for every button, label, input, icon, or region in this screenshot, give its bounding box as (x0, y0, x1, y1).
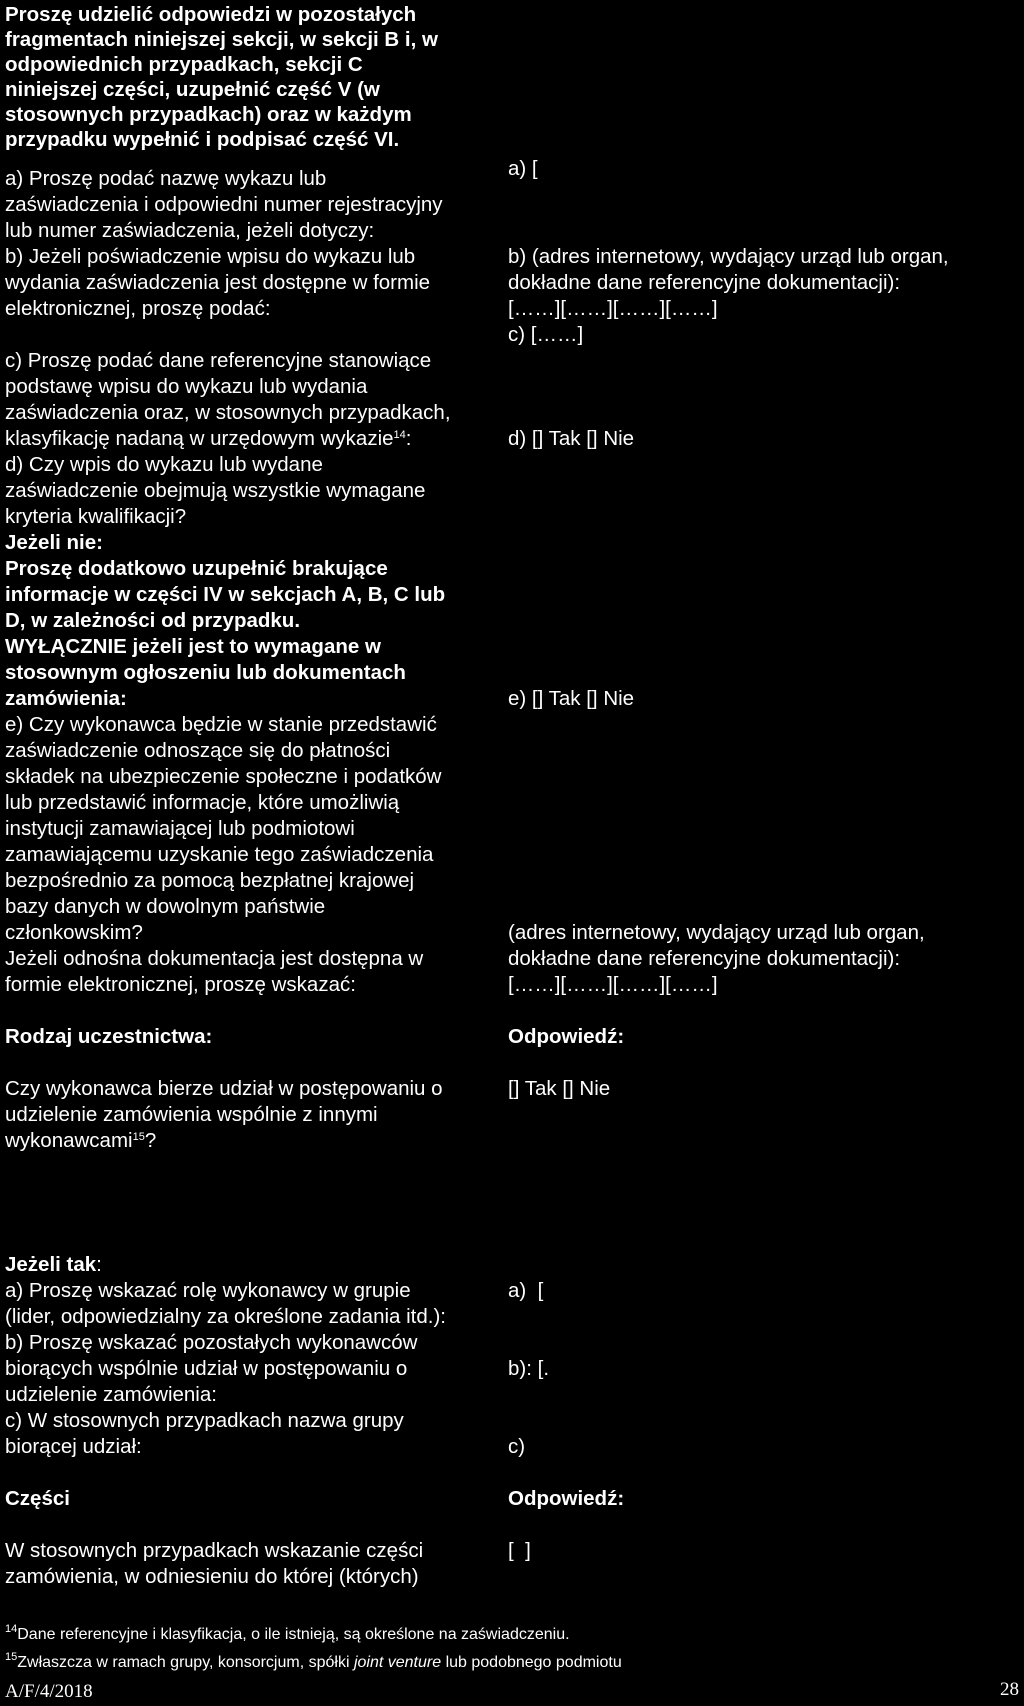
parts-heading: Części (5, 1487, 70, 1510)
footnote-14 (5, 1624, 570, 1646)
answer-e[interactable]: e) [] Tak [] Nie (508, 687, 635, 710)
question-e-line: instytucji zamawiającej lub podmiotowi (5, 817, 355, 840)
footnote-14-text: Dane referencyjne i klasyfikacja, o ile istnieją, są określone na zaświadczeniu. (17, 1626, 570, 1643)
question-e-line: Jeżeli odnośna dokumentacja jest dostępna w (5, 947, 424, 970)
participation-heading: Rodzaj uczestnictwa: (5, 1025, 213, 1048)
footnote-15-text-start: Zwłaszcza w ramach grupy, konsorcjum, spółki (17, 1654, 354, 1671)
if-yes-label: Jeżeli tak (5, 1253, 97, 1276)
footnote-ref-14[interactable]: 14 (393, 429, 406, 441)
question-c-line: c) Proszę podać dane referencyjne stanowiące (5, 349, 432, 372)
answer-d[interactable]: d) [] Tak [] Nie (508, 427, 635, 450)
answer-group-c[interactable]: c) (508, 1435, 526, 1458)
question-c-line: podstawę wpisu do wykazu lub wydania (5, 375, 368, 398)
question-b-line: b) Jeżeli poświadczenie wpisu do wykazu lub (5, 245, 416, 268)
answer-heading: Odpowiedź: (508, 1025, 625, 1048)
group-question-line: a) Proszę wskazać rolę wykonawcy w grupie (5, 1279, 411, 1302)
if-not-heading: Jeżeli nie: (5, 531, 103, 554)
intro-line: przypadku wypełnić i podpisać część VI. (5, 128, 400, 151)
if-not-line: informacje w części IV w sekcjach A, B, C lub (5, 583, 446, 606)
question-e-line: zaświadczenie odnoszące się do płatności (5, 739, 391, 762)
question-e-line: e) Czy wykonawca będzie w stanie przedstawić (5, 713, 437, 736)
group-question-line: b) Proszę wskazać pozostałych wykonawców (5, 1331, 418, 1354)
question-c-line: zaświadczenia oraz, w stosownych przypadkach, (5, 401, 451, 424)
answer-e-doc-line: (adres internetowy, wydający urząd lub organ, (508, 921, 925, 944)
question-e-line: bezpośrednio za pomocą bezpłatnej krajowej (5, 869, 415, 892)
answer-b-line: b) (adres internetowy, wydający urząd lub organ, (508, 245, 949, 268)
answer-joint[interactable]: [] Tak [] Nie (508, 1077, 611, 1100)
question-e-line: bazy danych w dowolnym państwie (5, 895, 326, 918)
answer-b-field[interactable]: [……][……][……][……] (508, 297, 718, 320)
joint-question-mark: ? (144, 1129, 157, 1152)
if-not-line: D, w zależności od przypadku. (5, 609, 301, 632)
footnote-15-number: 15 (5, 1651, 18, 1663)
question-c-text: klasyfikację nadaną w urzędowym wykazie (5, 427, 394, 450)
group-question-line: c) W stosownych przypadkach nazwa grupy (5, 1409, 404, 1432)
question-e-line: zamawiającemu uzyskanie tego zaświadczenia (5, 843, 434, 866)
answer-b-line: dokładne dane referencyjne dokumentacji): (508, 271, 901, 294)
footnote-15-italic: joint venture (353, 1654, 442, 1671)
only-if-line: WYŁĄCZNIE jeżeli jest to wymagane w (5, 635, 381, 658)
group-question-line: biorącej udział: (5, 1435, 142, 1458)
answer-group-b[interactable]: b): [. (508, 1357, 550, 1380)
joint-question-line (5, 1128, 156, 1153)
parts-question-line: W stosownych przypadkach wskazanie części (5, 1539, 424, 1562)
question-c-line (5, 426, 411, 451)
answer-a[interactable]: a) [ (508, 157, 538, 180)
group-question-line: biorących wspólnie udział w postępowaniu o (5, 1357, 408, 1380)
parts-question-line: zamówienia, w odniesieniu do której (których) (5, 1565, 419, 1588)
parts-answer-heading: Odpowiedź: (508, 1487, 625, 1510)
document-reference: A/F/4/2018 (5, 1681, 93, 1702)
intro-line: odpowiednich przypadkach, sekcji C (5, 53, 363, 76)
group-question-line: udzielenie zamówienia: (5, 1383, 217, 1406)
intro-line: fragmentach niniejszej sekcji, w sekcji B i, w (5, 28, 438, 51)
answer-group-a[interactable]: a) [ (508, 1279, 544, 1302)
question-b-line: elektronicznej, proszę podać: (5, 297, 271, 320)
footnote-14-number: 14 (5, 1623, 18, 1635)
answer-c[interactable]: c) [……] (508, 323, 584, 346)
question-d-line: zaświadczenie obejmują wszystkie wymagane (5, 479, 426, 502)
intro-line: stosownych przypadkach) oraz w każdym (5, 103, 412, 126)
footnote-15-text-end: lub podobnego podmiotu (441, 1654, 622, 1671)
only-if-line: stosownym ogłoszeniu lub dokumentach (5, 661, 406, 684)
question-e-line: członkowskim? (5, 921, 143, 944)
joint-question-text: wykonawcami (5, 1129, 133, 1152)
answer-e-doc-line: dokładne dane referencyjne dokumentacji): (508, 947, 901, 970)
question-a-line: a) Proszę podać nazwę wykazu lub (5, 167, 327, 190)
only-if-line: zamówienia: (5, 687, 127, 710)
if-not-line: Proszę dodatkowo uzupełnić brakujące (5, 557, 388, 580)
question-e-line: formie elektronicznej, proszę wskazać: (5, 973, 356, 996)
answer-e-doc-field[interactable]: [……][……][……][……] (508, 973, 718, 996)
question-d-line: d) Czy wpis do wykazu lub wydane (5, 453, 323, 476)
question-e-line: składek na ubezpieczenie społeczne i podatków (5, 765, 442, 788)
question-b-line: wydania zaświadczenia jest dostępne w formie (5, 271, 431, 294)
if-yes-colon: : (96, 1253, 102, 1276)
group-question-line: (lider, odpowiedzialny za określone zadania itd.): (5, 1305, 447, 1328)
joint-question-line: Czy wykonawca bierze udział w postępowaniu o (5, 1077, 443, 1100)
question-e-line: lub przedstawić informacje, które umożliwią (5, 791, 400, 814)
question-c-colon: : (405, 427, 412, 450)
question-d-line: kryteria kwalifikacji? (5, 505, 187, 528)
intro-line: niniejszej części, uzupełnić część V (w (5, 78, 380, 101)
question-a-line: lub numer zaświadczenia, jeżeli dotyczy: (5, 219, 375, 242)
page-number: 28 (1000, 1679, 1019, 1700)
footnote-15 (5, 1652, 622, 1674)
if-yes-heading (5, 1252, 102, 1277)
intro-line: Proszę udzielić odpowiedzi w pozostałych (5, 3, 417, 26)
answer-parts[interactable]: [ ] (508, 1539, 531, 1562)
question-a-line: zaświadczenia i odpowiedni numer rejestracyjny (5, 193, 443, 216)
joint-question-line: udzielenie zamówienia wspólnie z innymi (5, 1103, 378, 1126)
footnote-ref-15[interactable]: 15 (132, 1131, 145, 1143)
